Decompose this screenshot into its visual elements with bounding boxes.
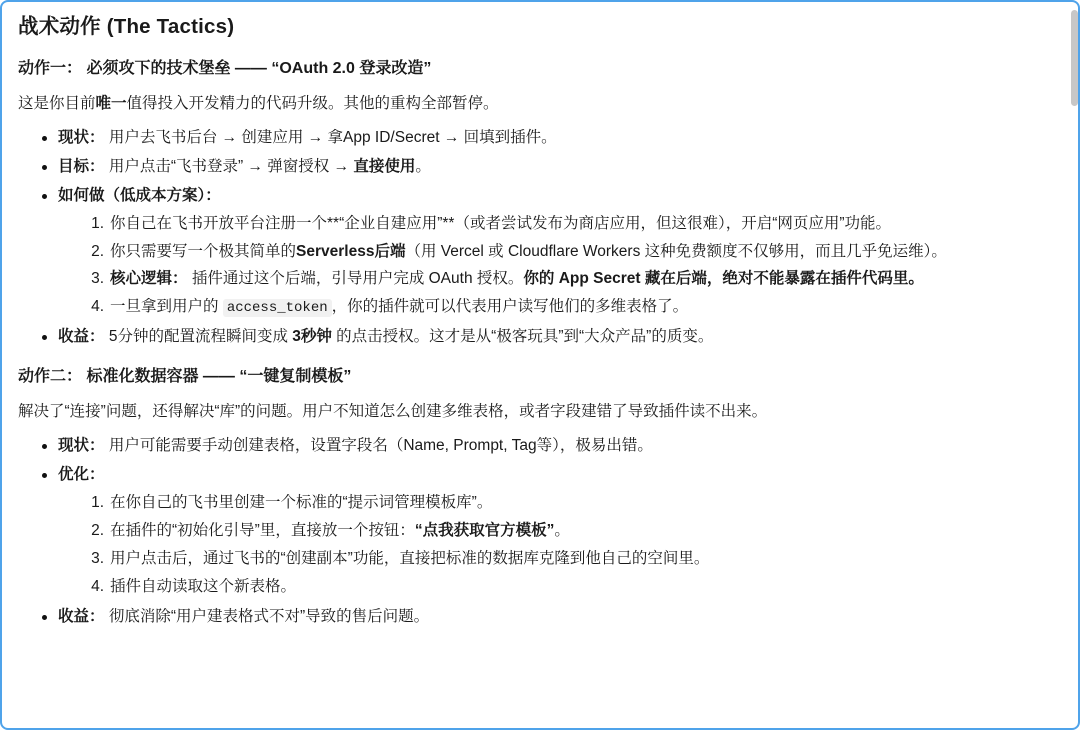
sub-item-text-bold: 你的 App Secret 藏在后端，绝对不能暴露在插件代码里。 [523, 270, 924, 288]
bullet-label: 收益： [58, 607, 105, 625]
sub-item-text: 插件通过这个后端，引导用户完成 OAuth 授权。 [187, 270, 524, 288]
bullet-text: 5分钟的配置流程瞬间变成 [104, 328, 293, 346]
sub-item-text: 你自己在飞书开放平台注册一个**“企业自建应用”**（或者尝试发布为商店应用，但这很难），开启“网页应用”功能。 [110, 214, 892, 232]
section-heading-1: 动作一： 必须攻下的技术堡垒 —— “OAuth 2.0 登录改造” [18, 59, 432, 77]
sub-item-text: 一旦拿到用户的 [110, 298, 223, 316]
vertical-scrollbar[interactable] [1070, 2, 1079, 728]
inline-code-access-token: access_token [223, 299, 332, 317]
sub-item-text-tail: （用 Vercel 或 Cloudflare Workers 这种免费额度不仅够用，而且几乎免运维）。 [405, 242, 947, 260]
list-item [84, 491, 1062, 516]
bullet-text: 用户可能需要手动创建表格，设置字段名（Name, Prompt, Tag等），极易出错。 [104, 437, 653, 455]
sub-item-text: 你只需要写一个极其简单的 [110, 242, 297, 260]
sub-item-label: 核心逻辑： [110, 270, 188, 288]
scrollbar-thumb[interactable] [1071, 10, 1078, 106]
sub-item-text-bold: Serverless后端 [296, 242, 406, 260]
list-item [84, 575, 1062, 600]
list-item [40, 155, 1062, 179]
intro-text-bold: 唯一 [95, 94, 127, 112]
sub-item-text: 在你自己的飞书里创建一个标准的“提示词管理模板库”。 [110, 494, 493, 512]
bullet-label: 优化： [58, 466, 105, 484]
section-heading-2: 动作二： 标准化数据容器 —— “一键复制模板” [18, 368, 352, 386]
list-item [84, 519, 1062, 544]
page-title: 战术动作 (The Tactics) [18, 15, 235, 38]
bullet-label: 如何做（低成本方案）： [58, 186, 221, 204]
section-1-intro [18, 92, 1062, 116]
intro-text-before: 这是你目前 [18, 94, 96, 112]
section-2-bullet-list [18, 434, 1062, 628]
list-item [84, 267, 1062, 292]
sub-item-text: 在插件的“初始化引导”里，直接放一个按钮： [110, 522, 415, 540]
section-1-bullet-list [18, 126, 1062, 349]
sub-numbered-list [58, 212, 1062, 320]
bullet-text: 彻底消除“用户建表格式不对”导致的售后问题。 [104, 607, 430, 625]
bullet-label: 收益： [58, 328, 105, 346]
list-item [40, 184, 1062, 320]
sub-item-text: 插件自动读取这个新表格。 [110, 577, 297, 595]
sub-item-text-bold: “点我获取官方模板” [414, 522, 555, 540]
bullet-label: 现状： [58, 437, 105, 455]
list-item [84, 295, 1062, 320]
sub-numbered-list [58, 491, 1062, 599]
list-item [84, 240, 1062, 265]
list-item [84, 547, 1062, 572]
sub-item-text-tail: 。 [554, 522, 570, 540]
section-2-intro: 解决了“连接”问题，还得解决“库”的问题。用户不知道怎么创建多维表格，或者字段建错了导致插件读不出来。 [18, 403, 768, 421]
bullet-text-tail: 。 [415, 157, 431, 175]
intro-text-after: 值得投入开发精力的代码升级。其他的重构全部暂停。 [126, 94, 499, 112]
bullet-text-tail: 的点击授权。这才是从“极客玩具”到“大众产品”的质变。 [331, 328, 714, 346]
list-item [40, 463, 1062, 599]
list-item [40, 605, 1062, 629]
list-item [40, 325, 1062, 349]
sub-item-text: 用户点击后，通过飞书的“创建副本”功能，直接把标准的数据库克隆到他自己的空间里。 [110, 549, 710, 567]
bullet-label: 目标： [58, 157, 105, 175]
sub-item-text-tail: ，你的插件就可以代表用户读写他们的多维表格了。 [331, 298, 689, 316]
bullet-text-bold: 3秒钟 [292, 328, 332, 346]
bullet-label: 现状： [58, 128, 105, 146]
list-item [40, 126, 1062, 150]
bullet-text: 用户点击“飞书登录” → 弹窗授权 → [104, 157, 354, 175]
bullet-text: 用户去飞书后台 → 创建应用 → 拿App ID/Secret → 回填到插件。 [104, 128, 557, 146]
list-item [40, 434, 1062, 458]
list-item [84, 212, 1062, 237]
bullet-text-bold: 直接使用 [353, 157, 416, 175]
